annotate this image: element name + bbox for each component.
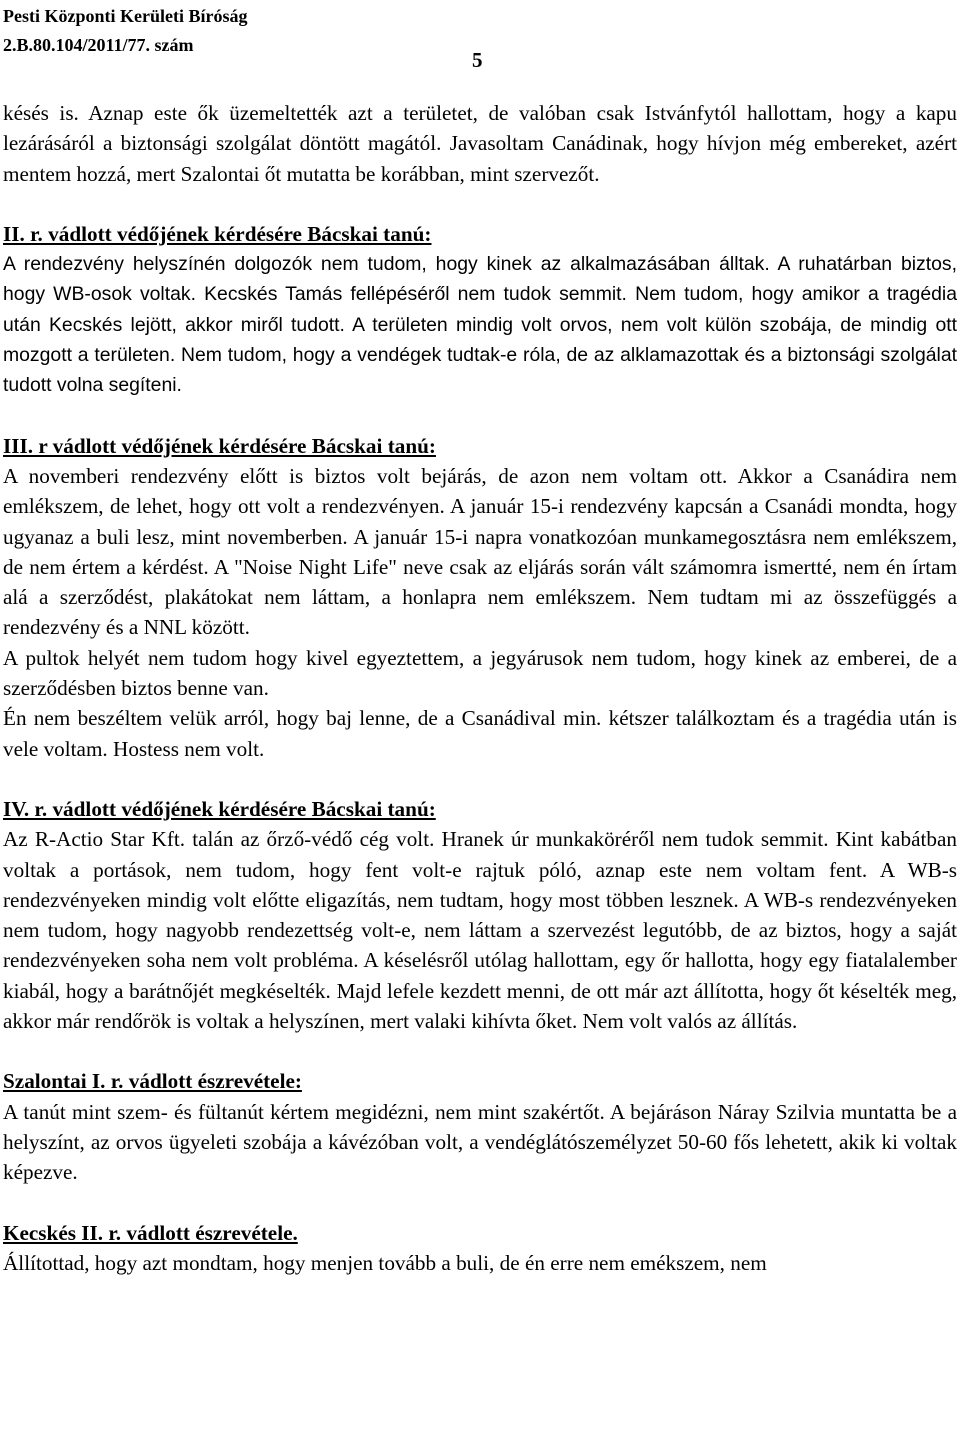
section-paragraph: A rendezvény helyszínén dolgozók nem tudom, hogy kinek az alkalmazásában álltak. A ruhatárban biztos, hogy WB-osok voltak. Kecskés Tamás fellépéséről nem tudok semmit. Nem tudom, hogy amikor a tragédia után Kecskés lejött, akkor miről tudott. A területen mindig volt orvos, nem volt külön szobája, de mindig ott mozgott a területen. Nem tudom, hogy a vendégek tudtak-e róla, de az alklamazottak és a biztonsági szolgálat tudott volna segíteni. [3,253,957,397]
section-paragraph: A pultok helyét nem tudom hogy kivel egyeztettem, a jegyárusok nem tudom, hogy kinek az emberei, de a szerződésben biztos benne van. [3,645,957,701]
section-heading: Kecskés II. r. vádlott észrevétele. [3,1220,298,1245]
section-paragraph: Állítottad, hogy azt mondtam, hogy menjen tovább a buli, de én erre nem emékszem, nem [3,1250,767,1275]
page-number: 5 [472,48,483,72]
section-heading: Szalontai I. r. vádlott észrevétele: [3,1069,302,1094]
document-header [3,2,247,60]
section-heading: IV. r. vádlott védőjének kérdésére Bácskai tanú: [3,796,436,821]
section-heading: III. r vádlott védőjének kérdésére Bácskai tanú: [3,433,436,458]
court-name: Pesti Központi Kerületi Bíróság [3,6,248,26]
intro-paragraph: késés is. Aznap este ők üzemeltették azt a területet, de valóban csak Istvánfytól hallottam, hogy a kapu lezárásáról a biztonsági szolgálat döntött magától. Javasoltam Canádinak, hogy hívjon még embereket, azért mentem hozzá, mert Szalontai őt mutatta be korábban, mint szervezőt. [3,101,957,186]
section-iv [3,794,957,1036]
section-paragraph: Én nem beszéltem velük arról, hogy baj lenne, de a Csanádival min. kétszer találkoztam és a tragédia után is vele voltam. Hostess nem volt. [3,706,957,761]
document-body [3,98,957,1278]
case-number: 2.B.80.104/2011/77. szám [3,35,194,55]
section-ii [3,219,957,401]
section-paragraph: A tanút mint szem- és fültanút kértem megidézni, nem mint szakértőt. A bejáráson Náray Szilvia muntatta be a helyszínt, az orvos ügyeleti szobája a kávézóban volt, a vendéglátószemélyzet 50-60 fős lehetett, akik ki voltak képezve. [3,1099,957,1185]
section-kecskes [3,1218,957,1279]
section-paragraph: Az R-Actio Star Kft. talán az őrző-védő cég volt. Hranek úr munkaköréről nem tudok semmit. Kint kabátban voltak a portások, nem tudom, hogy fent volt-e rajtuk póló, aznap este nem voltam fent. A WB-s rendezvényeken mindig volt előtte eligazítás, nem tudtam, hogy most többen lesznek. A WB-s rendezvényeken nem tudom, hogy nagyobb rendezettség volt-e, nem láttam a szervezést legutóbb, de az biztos, hogy a saját rendezvényeken soha nem volt probléma. A késelésről utólag hallottam, egy őr hallotta, hogy egy fiatalalember kiabál, hogy a barátnőjét megkéselték. Majd lefele kezdett menni, de ott már azt állította, hogy őt késelték meg, akkor már rendőrök is voltak a helyszínen, mert valaki kihívta őket. Nem volt valós az állítás. [3,827,957,1034]
section-heading: II. r. vádlott védőjének kérdésére Bácskai tanú: [3,221,432,246]
section-iii [3,431,957,764]
section-paragraph: A novemberi rendezvény előtt is biztos volt bejárás, de azon nem voltam ott. Akkor a Csanádira nem emlékszem, de lehet, hogy ott volt a rendezvényen. A január 15-i rendezvény kapcsán a Csanádi mondta, hogy ugyanaz a buli lesz, mint novemberben. A január 15-i napra vonatkozóan munkamegosztásra nem emlékszem, de nem értem a kérdést. A "Noise Night Life" neve csak az eljárás során vált számomra ismertté, nem én írtam alá a szerződést, plakátokat nem láttam, a honlapra nem emlékszem. Nem tudtam mi az összefüggés a rendezvény és a NNL között. [3,463,957,640]
section-szalontai [3,1066,957,1187]
